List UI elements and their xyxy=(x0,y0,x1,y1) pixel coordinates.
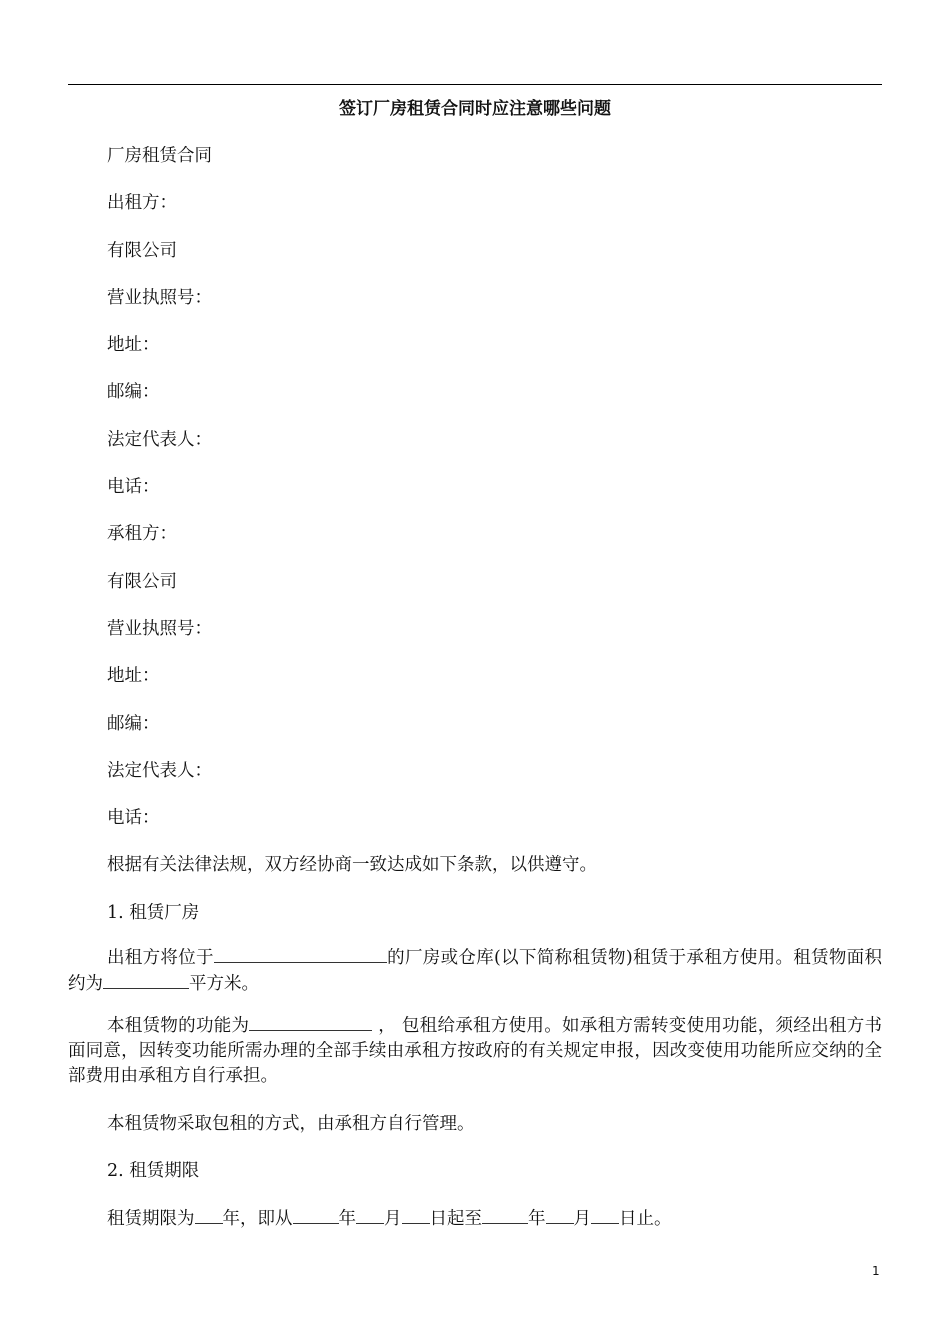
text-line: 法定代表人： xyxy=(107,429,212,450)
text-line: 出租方： xyxy=(107,193,177,214)
text-run: 月 xyxy=(573,1208,591,1229)
text-run: 日起至 xyxy=(429,1208,482,1229)
fill-blank xyxy=(195,1206,223,1224)
text-line: 本租赁物采取包租的方式，由承租方自行管理。 xyxy=(107,1114,475,1135)
paragraph-premises xyxy=(68,945,882,997)
text-line: 有限公司 xyxy=(107,571,177,592)
text-run: 平方米。 xyxy=(189,974,259,995)
fill-blank xyxy=(546,1206,574,1224)
text-line: 承租方： xyxy=(107,524,177,545)
text-run: ， 包租给承租方使用。如承租方需转变使用功能，须经出租方书面同意，因转变功能所需办理的全部手续由承租方按政府的有关规定申报，因改变使用功能所应交纳的全部费用由承租方自行承担。 xyxy=(68,1016,883,1087)
text-line: 电话： xyxy=(107,477,160,498)
text-line: 邮编： xyxy=(107,382,160,403)
text-line: 有限公司 xyxy=(107,240,177,261)
text-run: 租赁期限为 xyxy=(107,1208,195,1229)
text-line: 根据有关法律法规，双方经协商一致达成如下条款，以供遵守。 xyxy=(107,855,597,876)
fill-blank xyxy=(103,971,189,989)
fill-blank xyxy=(591,1206,619,1224)
text-line: 厂房租赁合同 xyxy=(107,146,212,166)
text-run: 的厂房或仓库(以下简称租赁物)租赁于承租方使用。租赁物面积约为 xyxy=(68,948,882,995)
text-run: 出租方将位于 xyxy=(107,948,214,969)
header-rule xyxy=(68,84,882,85)
text-line: 法定代表人： xyxy=(107,760,212,781)
page-number: 1 xyxy=(872,1264,880,1278)
paragraph-function xyxy=(68,1013,882,1089)
document-body xyxy=(68,143,882,1253)
fill-blank xyxy=(214,945,387,963)
fill-blank xyxy=(356,1206,384,1224)
document-title: 签订厂房租赁合同时应注意哪些问题 xyxy=(339,99,611,119)
text-line: 营业执照号： xyxy=(107,287,212,308)
fill-blank xyxy=(402,1206,430,1224)
section-heading: 2. 租赁期限 xyxy=(107,1161,200,1182)
fill-blank xyxy=(249,1013,372,1031)
text-run: 年 xyxy=(528,1208,546,1229)
text-run: 月 xyxy=(384,1208,402,1229)
text-run: 本租赁物的功能为 xyxy=(107,1016,250,1037)
text-run: 日止。 xyxy=(619,1208,672,1229)
text-line: 地址： xyxy=(107,666,160,687)
text-run: 年，即从 xyxy=(222,1208,293,1229)
fill-blank xyxy=(293,1206,339,1224)
section-heading: 1. 租赁厂房 xyxy=(107,902,200,923)
text-line: 电话： xyxy=(107,808,160,829)
text-line: 营业执照号： xyxy=(107,618,212,639)
text-run: 年 xyxy=(338,1208,356,1229)
fill-blank xyxy=(482,1206,528,1224)
text-line: 邮编： xyxy=(107,713,160,734)
text-line: 地址： xyxy=(107,335,160,356)
lease-term-line xyxy=(68,1206,882,1253)
